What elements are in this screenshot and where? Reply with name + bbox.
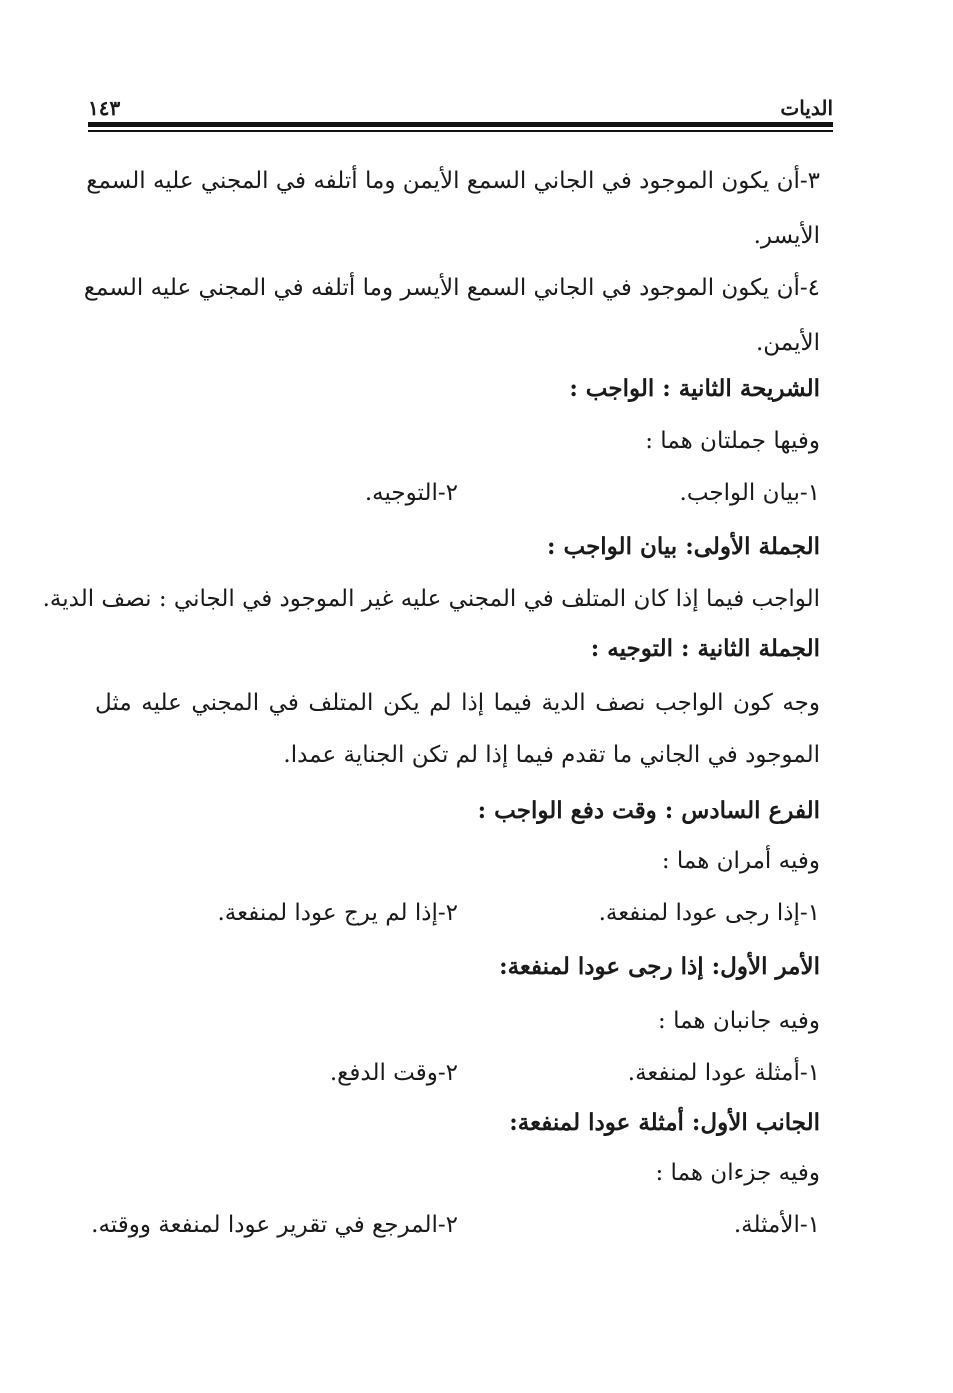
list-item: ١-الأمثلة. xyxy=(733,1212,820,1238)
two-item-list xyxy=(95,1050,820,1096)
section-heading: الفرع السادس : وقت دفع الواجب : xyxy=(477,797,820,824)
section-heading: الجملة الأولى: بيان الواجب : xyxy=(546,533,820,560)
paragraph-line: وفيه جانبان هما : xyxy=(658,1008,820,1034)
two-item-list xyxy=(95,470,820,516)
page-number: ١٤٣ xyxy=(88,96,121,120)
paragraph-line: ٣-أن يكون الموجود في الجاني السمع الأيمن وما أتلفه في المجني عليه السمع xyxy=(86,168,820,194)
section-heading: الأمر الأول: إذا رجى عودا لمنفعة: xyxy=(499,953,820,980)
list-item: ١-إذا رجى عودا لمنفعة. xyxy=(598,900,820,926)
list-item: ١-أمثلة عودا لمنفعة. xyxy=(627,1060,820,1086)
paragraph-line: وجه كون الواجب نصف الدية فيما إذا لم يكن المتلف في المجني عليه مثل xyxy=(95,690,820,716)
page-header xyxy=(88,92,833,120)
section-heading: الشريحة الثانية : الواجب : xyxy=(569,375,820,402)
section-heading: الجملة الثانية : التوجيه : xyxy=(590,635,820,662)
header-rule-thick xyxy=(88,122,833,127)
two-item-list xyxy=(95,890,820,936)
paragraph-line: وفيه أمران هما : xyxy=(661,848,820,874)
section-heading: الجانب الأول: أمثلة عودا لمنفعة: xyxy=(509,1109,820,1136)
list-item: ٢-إذا لم يرج عودا لمنفعة. xyxy=(217,900,458,926)
list-item: ٢-التوجيه. xyxy=(364,480,458,506)
paragraph-line: ٤-أن يكون الموجود في الجاني السمع الأيسر وما أتلفه في المجني عليه السمع xyxy=(83,275,820,301)
list-item: ٢-المرجع في تقرير عودا لمنفعة ووقته. xyxy=(91,1212,458,1238)
paragraph-line: الواجب فيما إذا كان المتلف في المجني عليه غير الموجود في الجاني : نصف الدية. xyxy=(42,586,820,612)
paragraph-line: وفيه جزءان هما : xyxy=(655,1160,820,1186)
paragraph-line: وفيها جملتان هما : xyxy=(645,428,820,454)
header-rule-thin xyxy=(88,130,833,132)
running-title: الديات xyxy=(780,96,833,120)
two-item-list xyxy=(91,1202,820,1248)
paragraph-line: الموجود في الجاني ما تقدم فيما إذا لم تكن الجناية عمدا. xyxy=(283,742,820,768)
paragraph-line: الأيسر. xyxy=(753,223,820,249)
list-item: ٢-وقت الدفع. xyxy=(329,1060,458,1086)
paragraph-line: الأيمن. xyxy=(755,330,820,356)
list-item: ١-بيان الواجب. xyxy=(679,480,820,506)
